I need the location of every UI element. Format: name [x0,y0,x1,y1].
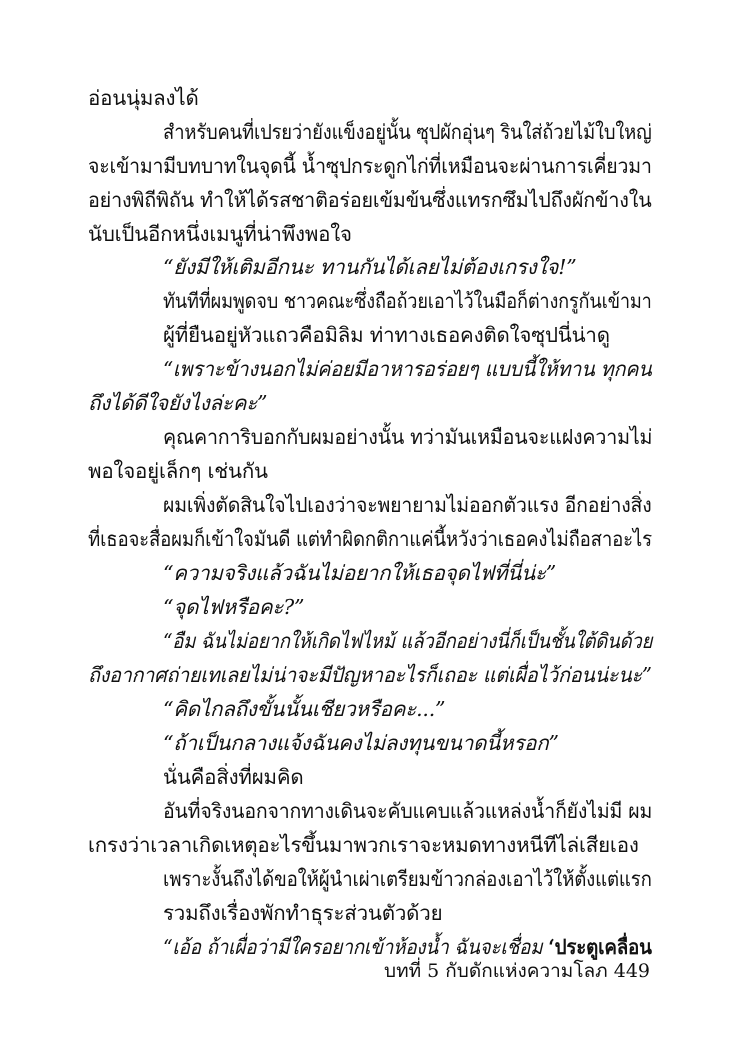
text-line-26 [163,933,652,961]
text-line-22: อันที่จริงนอกจากทางเดินจะคับแคบแล้วแหล่งน้ำก็ยังไม่มี ผม [163,799,653,823]
text-line-4: อย่างพิถีพิถัน ทำให้ได้รสชาติอร่อยเข้มข้นซึ่งแทรกซึมไปถึงผักข้างใน [88,188,652,212]
text-line-8: ผู้ที่ยืนอยู่หัวแถวคือมิลิม ท่าทางเธอคงติดใจซุปนี่น่าดู [163,323,610,347]
dialogue-line-17: “อืม ฉันไม่อยากให้เกิดไฟไหม้ แล้วอีกอย่างนี่ก็เป็นชั้นใต้ดินด้วย [163,629,653,653]
dialogue-line-18: ถึงอากาศถ่ายเทเลยไม่น่าจะมีปัญหาอะไรก็เถอะ แต่เผื่อไว้ก่อนน่ะนะ” [88,663,652,687]
text-line-23: เกรงว่าเวลาเกิดเหตุอะไรขึ้นมาพวกเราจะหมดทางหนีทีไล่เสียเอง [88,833,639,857]
text-line-13: ผมเพิ่งตัดสินใจไปเองว่าจะพยายามไม่ออกตัวแรง อีกอย่างสิ่ง [163,493,652,517]
dialogue-line-19: “คิดไกลถึงขั้นนั้นเชียวหรือคะ...” [163,697,446,721]
text-line-1: อ่อนนุ่มลงได้ [88,86,199,110]
text-line-24: เพราะงั้นถึงได้ขอให้ผู้นำเผ่าเตรียมข้าวกล่องเอาไว้ให้ตั้งแต่แรก [163,867,652,891]
text-line-3: จะเข้ามามีบทบาทในจุดนี้ น้ำซุปกระดูกไก่ที่เหมือนจะผ่านการเคี่ยวมา [88,154,652,178]
dialogue-fragment: “เอ้อ ถ้าเผื่อว่ามีใครอยากเข้าห้องน้ำ ฉันจะเชื่อม [163,935,543,959]
page-footer: บทที่ 5 กับดักแห่งความโลภ 449 [384,960,650,982]
text-line-11: คุณคาการิบอกกับผมอย่างนั้น ทว่ามันเหมือนจะแฝงความไม่ [163,425,653,449]
text-line-5: นับเป็นอีกหนึ่งเมนูที่น่าพึงพอใจ [88,222,352,246]
dialogue-line-6: “ยังมีให้เติมอีกนะ ทานกันได้เลยไม่ต้องเกรงใจ!” [163,255,577,279]
text-line-25: รวมถึงเรื่องพักทำธุระส่วนตัวด้วย [163,901,443,925]
emphasis-fragment: ‘ประตูเคลื่อน [548,935,652,959]
dialogue-line-20: “ถ้าเป็นกลางแจ้งฉันคงไม่ลงทุนขนาดนี้หรอก” [163,731,559,755]
text-line-14: ที่เธอจะสื่อผมก็เข้าใจมันดี แต่ทำผิดกติกาแค่นี้หวังว่าเธอคงไม่ถือสาอะไร [88,527,652,551]
dialogue-line-15: “ความจริงแล้วฉันไม่อยากให้เธอจุดไฟที่นี่น่ะ” [163,561,557,585]
dialogue-line-16: “จุดไฟหรือคะ?” [163,595,305,619]
text-line-21: นั่นคือสิ่งที่ผมคิด [163,765,304,789]
text-line-7: ทันทีที่ผมพูดจบ ชาวคณะซึ่งถือถ้วยเอาไว้ในมือก็ต่างกรูกันเข้ามา [163,289,652,313]
dialogue-line-9: “เพราะข้างนอกไม่ค่อยมีอาหารอร่อยๆ แบบนี้ให้ทาน ทุกคน [163,357,652,381]
text-line-12: พอใจอยู่เล็กๆ เช่นกัน [88,459,268,483]
text-line-2: สำหรับคนที่เปรยว่ายังแข็งอยู่นั้น ซุปผักอุ่นๆ รินใส่ถ้วยไม้ใบใหญ่ [163,120,652,144]
dialogue-line-10: ถึงได้ดีใจยังไงล่ะคะ” [88,391,268,415]
